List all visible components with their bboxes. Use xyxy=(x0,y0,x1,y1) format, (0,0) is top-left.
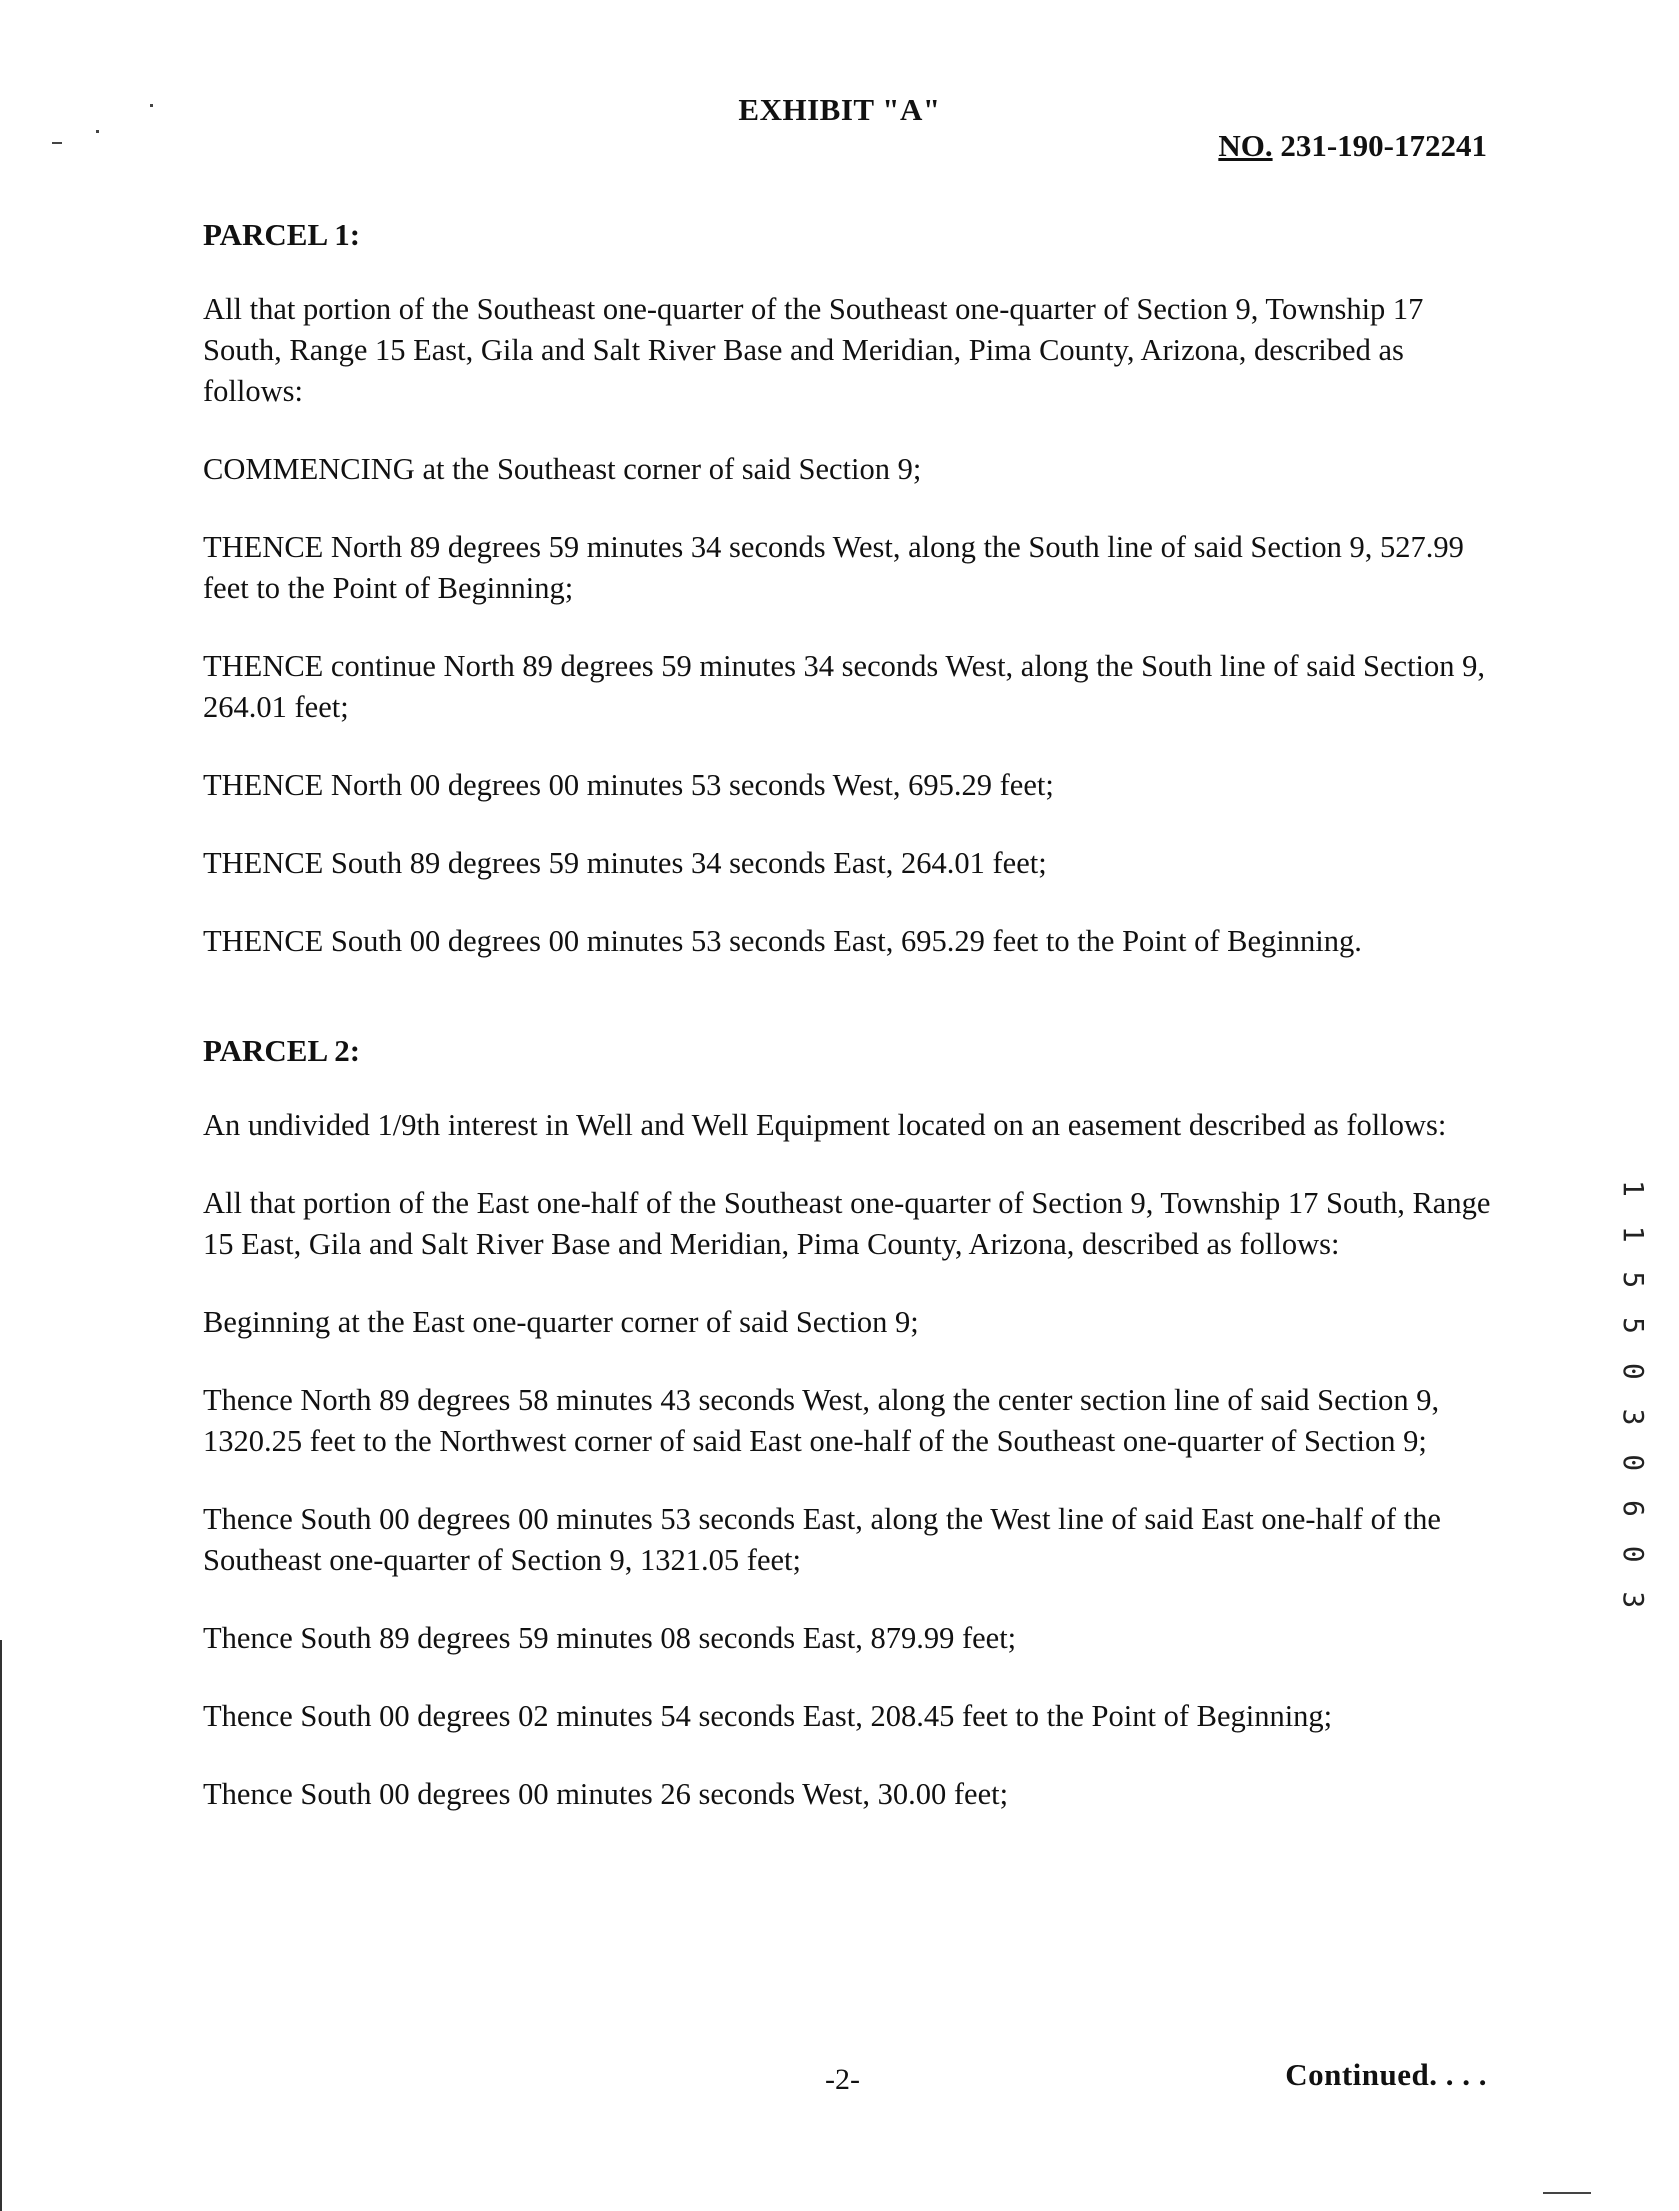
parcel-1-paragraph: THENCE South 89 degrees 59 minutes 34 seconds East, 264.01 feet; xyxy=(203,846,1047,880)
document-number-label: NO. xyxy=(1218,128,1273,163)
parcel-2-paragraph: All that portion of the East one-half of the Southeast one-quarter of Section 9, Township 17 South, Range 15 East, Gila and Salt River Base and Meridian, Pima County, Arizona, described as follows: xyxy=(203,1186,1491,1261)
margin-recording-stamp: 1 1 5 5 0 3 0 6 0 3 xyxy=(1617,1180,1650,1615)
continued-label: Continued. . . . xyxy=(1285,2057,1487,2092)
parcel-1-paragraph: THENCE North 89 degrees 59 minutes 34 seconds West, along the South line of said Section 9, 527.99 feet to the Point of Beginning; xyxy=(203,530,1464,605)
parcel-2-paragraph: An undivided 1/9th interest in Well and Well Equipment located on an easement described as follows: xyxy=(203,1108,1447,1142)
parcel-2-heading: PARCEL 2: xyxy=(203,1033,361,1068)
parcel-1-paragraph: COMMENCING at the Southeast corner of said Section 9; xyxy=(203,452,922,486)
parcel-2-paragraph: Thence North 89 degrees 58 minutes 43 seconds West, along the center section line of said Section 9, 1320.25 feet to the Northwest corner of said East one-half of the Southeast one-quarter of Section 9; xyxy=(203,1383,1440,1458)
parcel-1-paragraph: THENCE South 00 degrees 00 minutes 53 seconds East, 695.29 feet to the Point of Beginning. xyxy=(203,924,1362,958)
document-number xyxy=(1218,128,1487,164)
parcel-1-paragraph: THENCE North 00 degrees 00 minutes 53 seconds West, 695.29 feet; xyxy=(203,768,1054,802)
legal-description xyxy=(203,214,1493,1852)
parcel-2-paragraph: Beginning at the East one-quarter corner of said Section 9; xyxy=(203,1305,919,1339)
scan-edge-line xyxy=(0,1640,2,2211)
parcel-2-paragraph: Thence South 00 degrees 02 minutes 54 seconds East, 208.45 feet to the Point of Beginning; xyxy=(203,1699,1333,1733)
document-number-value: 231-190-172241 xyxy=(1280,128,1487,163)
scan-speck xyxy=(1543,2192,1591,2194)
parcel-1-heading: PARCEL 1: xyxy=(203,217,361,252)
parcel-1-paragraph: THENCE continue North 89 degrees 59 minutes 34 seconds West, along the South line of said Section 9, 264.01 feet; xyxy=(203,649,1486,724)
scan-speck xyxy=(96,130,99,133)
scan-speck xyxy=(52,142,62,144)
exhibit-title: EXHIBIT "A" xyxy=(738,92,941,127)
page-number: -2- xyxy=(825,2063,860,2096)
parcel-2-paragraph: Thence South 00 degrees 00 minutes 53 seconds East, along the West line of said East one-half of the Southeast one-quarter of Section 9, 1321.05 feet; xyxy=(203,1502,1441,1577)
parcel-1-paragraph: All that portion of the Southeast one-quarter of the Southeast one-quarter of Section 9, Township 17 South, Range 15 East, Gila and Salt River Base and Meridian, Pima County, Arizona, described as follows: xyxy=(203,292,1424,408)
parcel-2-paragraph: Thence South 00 degrees 00 minutes 26 seconds West, 30.00 feet; xyxy=(203,1777,1009,1811)
parcel-2-paragraph: Thence South 89 degrees 59 minutes 08 seconds East, 879.99 feet; xyxy=(203,1621,1017,1655)
